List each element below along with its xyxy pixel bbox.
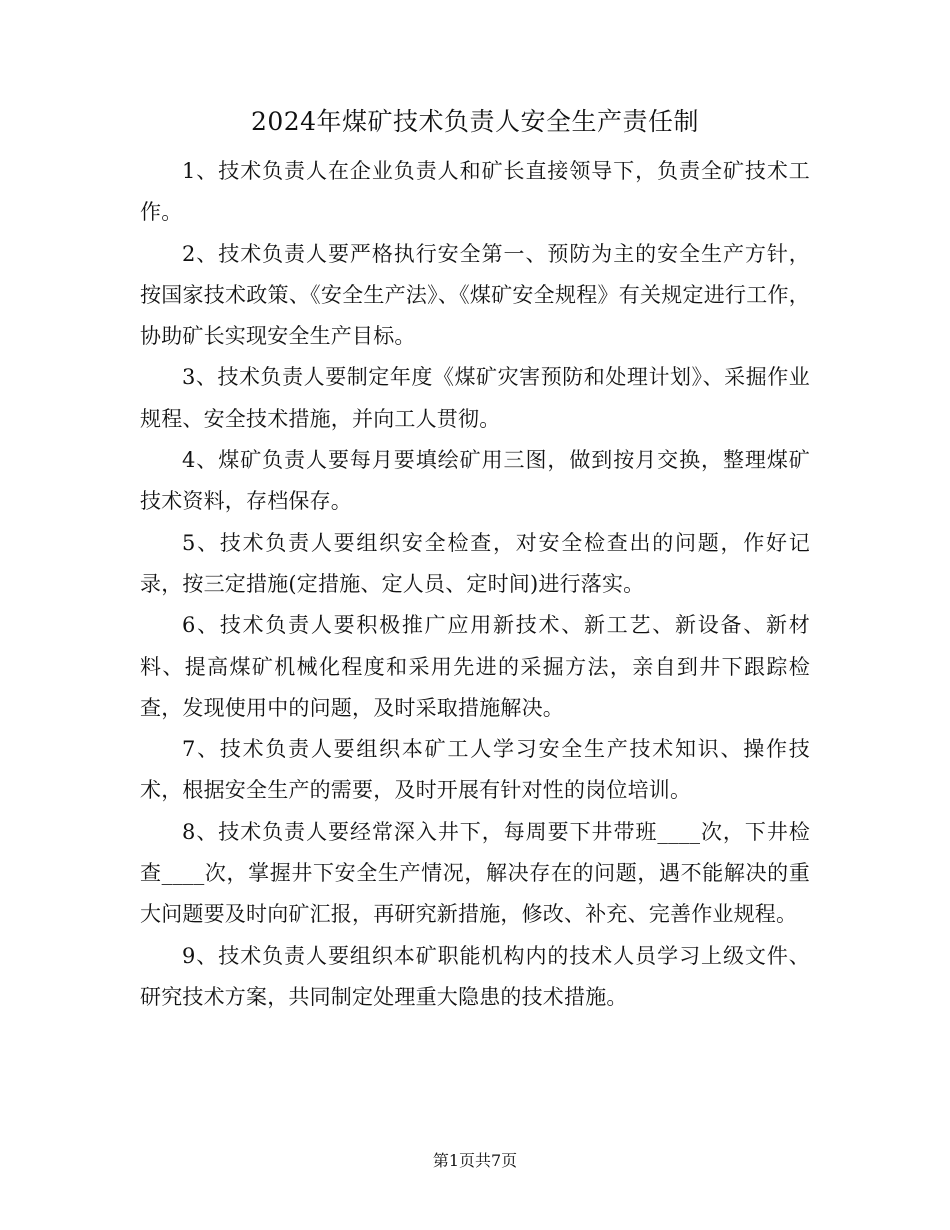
paragraph-3: 3、技术负责人要制定年度《煤矿灾害预防和处理计划》、采掘作业规程、安全技术措施，并向工人贯彻。 [140,365,810,431]
document-title: 2024年煤矿技术负责人安全生产责任制 [250,107,700,136]
paragraph-6: 6、技术负责人要积极推广应用新技术、新工艺、新设备、新材料、提高煤矿机械化程度和采用先进的采掘方法，亲自到井下跟踪检查，发现使用中的问题，及时采取措施解决。 [140,613,810,720]
page-number: 第1页共7页 [432,1151,518,1170]
document-body [140,151,810,1018]
paragraph-4: 4、煤矿负责人要每月要填绘矿用三图，做到按月交换，整理煤矿技术资料，存档保存。 [140,448,810,514]
paragraph-2: 2、技术负责人要严格执行安全第一、预防为主的安全生产方针，按国家技术政策、《安全生产法》、《煤矿安全规程》有关规定进行工作，协助矿长实现安全生产目标。 [140,241,810,349]
paragraph-5: 5、技术负责人要组织安全检查，对安全检查出的问题，作好记录，按三定措施(定措施、定人员、定时间)进行落实。 [140,530,810,596]
paragraph-7: 7、技术负责人要组织本矿工人学习安全生产技术知识、操作技术，根据安全生产的需要，及时开展有针对性的岗位培训。 [140,737,810,803]
paragraph-8: 8、技术负责人要经常深入井下，每周要下井带班____次，下井检查____次，掌握井下安全生产情况，解决存在的问题，遇不能解决的重大问题要及时向矿汇报，再研究新措施，修改、补充、完善作业规程。 [140,819,810,927]
paragraph-1: 1、技术负责人在企业负责人和矿长直接领导下，负责全矿技术工作。 [140,159,810,225]
paragraph-9: 9、技术负责人要组织本矿职能机构内的技术人员学习上级文件、研究技术方案，共同制定处理重大隐患的技术措施。 [140,943,810,1009]
